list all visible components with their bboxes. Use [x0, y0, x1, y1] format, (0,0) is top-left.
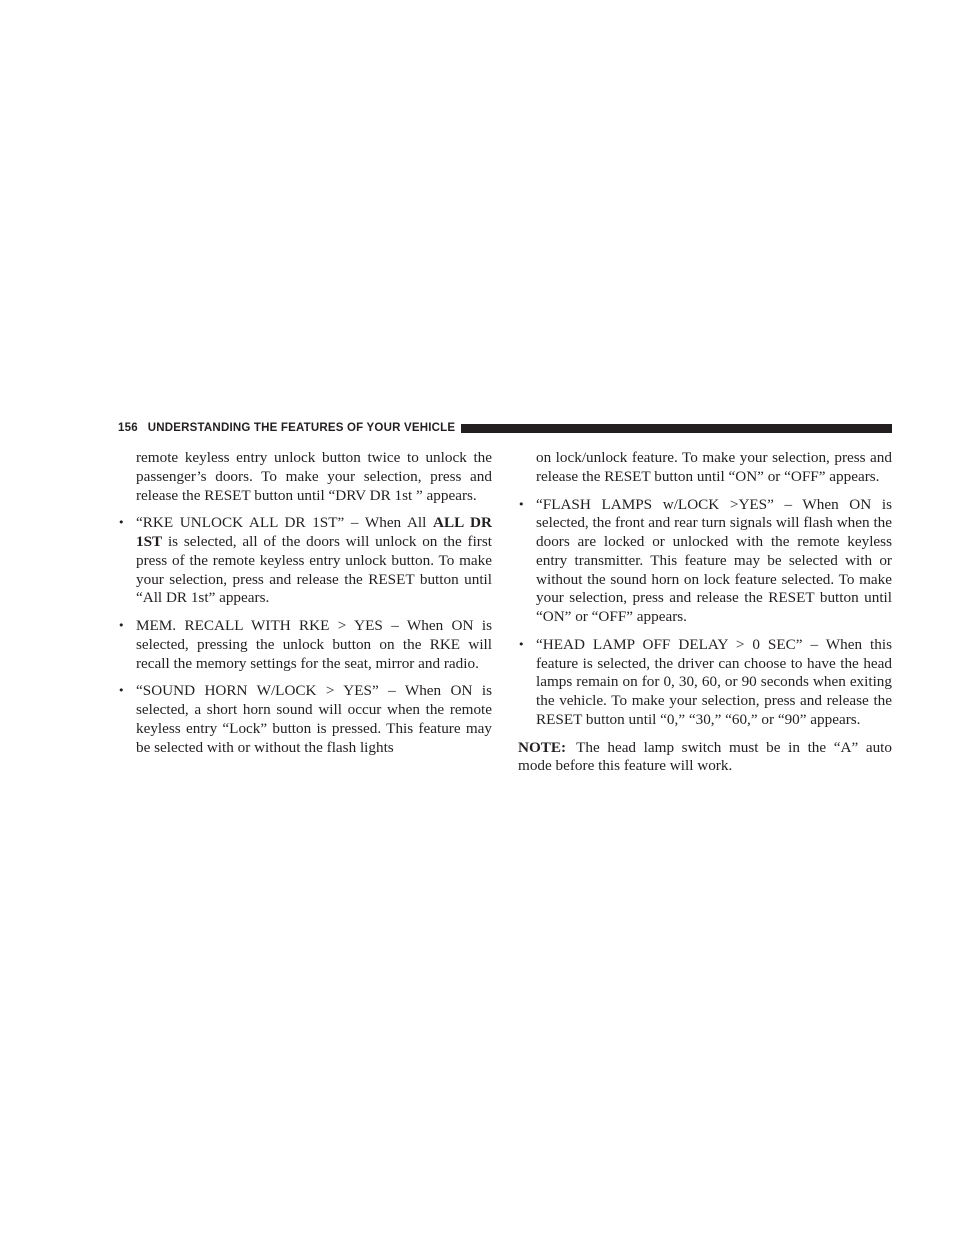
page-header: [118, 420, 892, 436]
bullet-glyph: •: [518, 637, 525, 651]
bullet-glyph: •: [118, 684, 125, 698]
bullet-mem-recall: [118, 617, 492, 673]
bullet-text: “RKE UNLOCK ALL DR 1ST” – When All ALL DR 1ST is selected, all of the doors will unlock on the first press of the remote keyless entry unlock button. To make your selection, press and release the RESET button until “All DR 1st” appears.: [136, 514, 492, 607]
note-label: NOTE:: [518, 738, 567, 756]
bold-term: ALL DR 1ST: [136, 514, 492, 550]
bullet-glyph: •: [118, 619, 125, 632]
bullet-head-lamp-delay: [518, 636, 892, 730]
running-title: UNDERSTANDING THE FEATURES OF YOUR VEHICLE: [147, 422, 456, 434]
note-text: The head lamp switch must be in the “A” auto mode before this feature will work.: [518, 738, 892, 775]
bullet-flash-lamps: [518, 496, 892, 627]
bullet-glyph: •: [518, 497, 525, 511]
bullet-sound-horn: [118, 682, 492, 757]
header-rule: [461, 424, 892, 433]
page-number: 156: [118, 422, 138, 434]
right-continuation-paragraph: on lock/unlock feature. To make your selection, press and release the RESET button until “ON” or “OFF” appears.: [536, 449, 892, 485]
bullet-rke-unlock: [118, 514, 492, 608]
bullet-text: “FLASH LAMPS w/LOCK >YES” – When ON is selected, the front and rear turn signals will flash when the doors are locked or unlocked with the remote keyless entry transmitter. This feature may be selected with or without the sound horn on lock feature selected. To make your selection, press and release the RESET button until “ON” or “OFF” appears.: [536, 495, 892, 625]
bullet-text: “HEAD LAMP OFF DELAY > 0 SEC” – When this feature is selected, the driver can choose to have the head lamps remain on for 0, 30, 60, or 90 seconds when exiting the vehicle. To make your selection, press and release the RESET button until “0,” “30,” “60,” or “90” appears.: [536, 635, 892, 728]
note-paragraph: [518, 739, 892, 777]
left-column: [118, 449, 492, 757]
bullet-text: “SOUND HORN W/LOCK > YES” – When ON is selected, a short horn sound will occur when the remote keyless entry “Lock” button is pressed. This feature may be selected with or without the flash lights: [136, 682, 492, 756]
bullet-text: MEM. RECALL WITH RKE > YES – When ON is selected, pressing the unlock button on the RKE will recall the memory settings for the seat, mirror and radio.: [136, 617, 492, 672]
bullet-glyph: •: [118, 516, 125, 530]
left-continuation-paragraph: remote keyless entry unlock button twice to unlock the passenger’s doors. To make your selection, press and release the RESET button until “DRV DR 1st ” appears.: [136, 449, 492, 504]
right-column: [518, 449, 892, 776]
